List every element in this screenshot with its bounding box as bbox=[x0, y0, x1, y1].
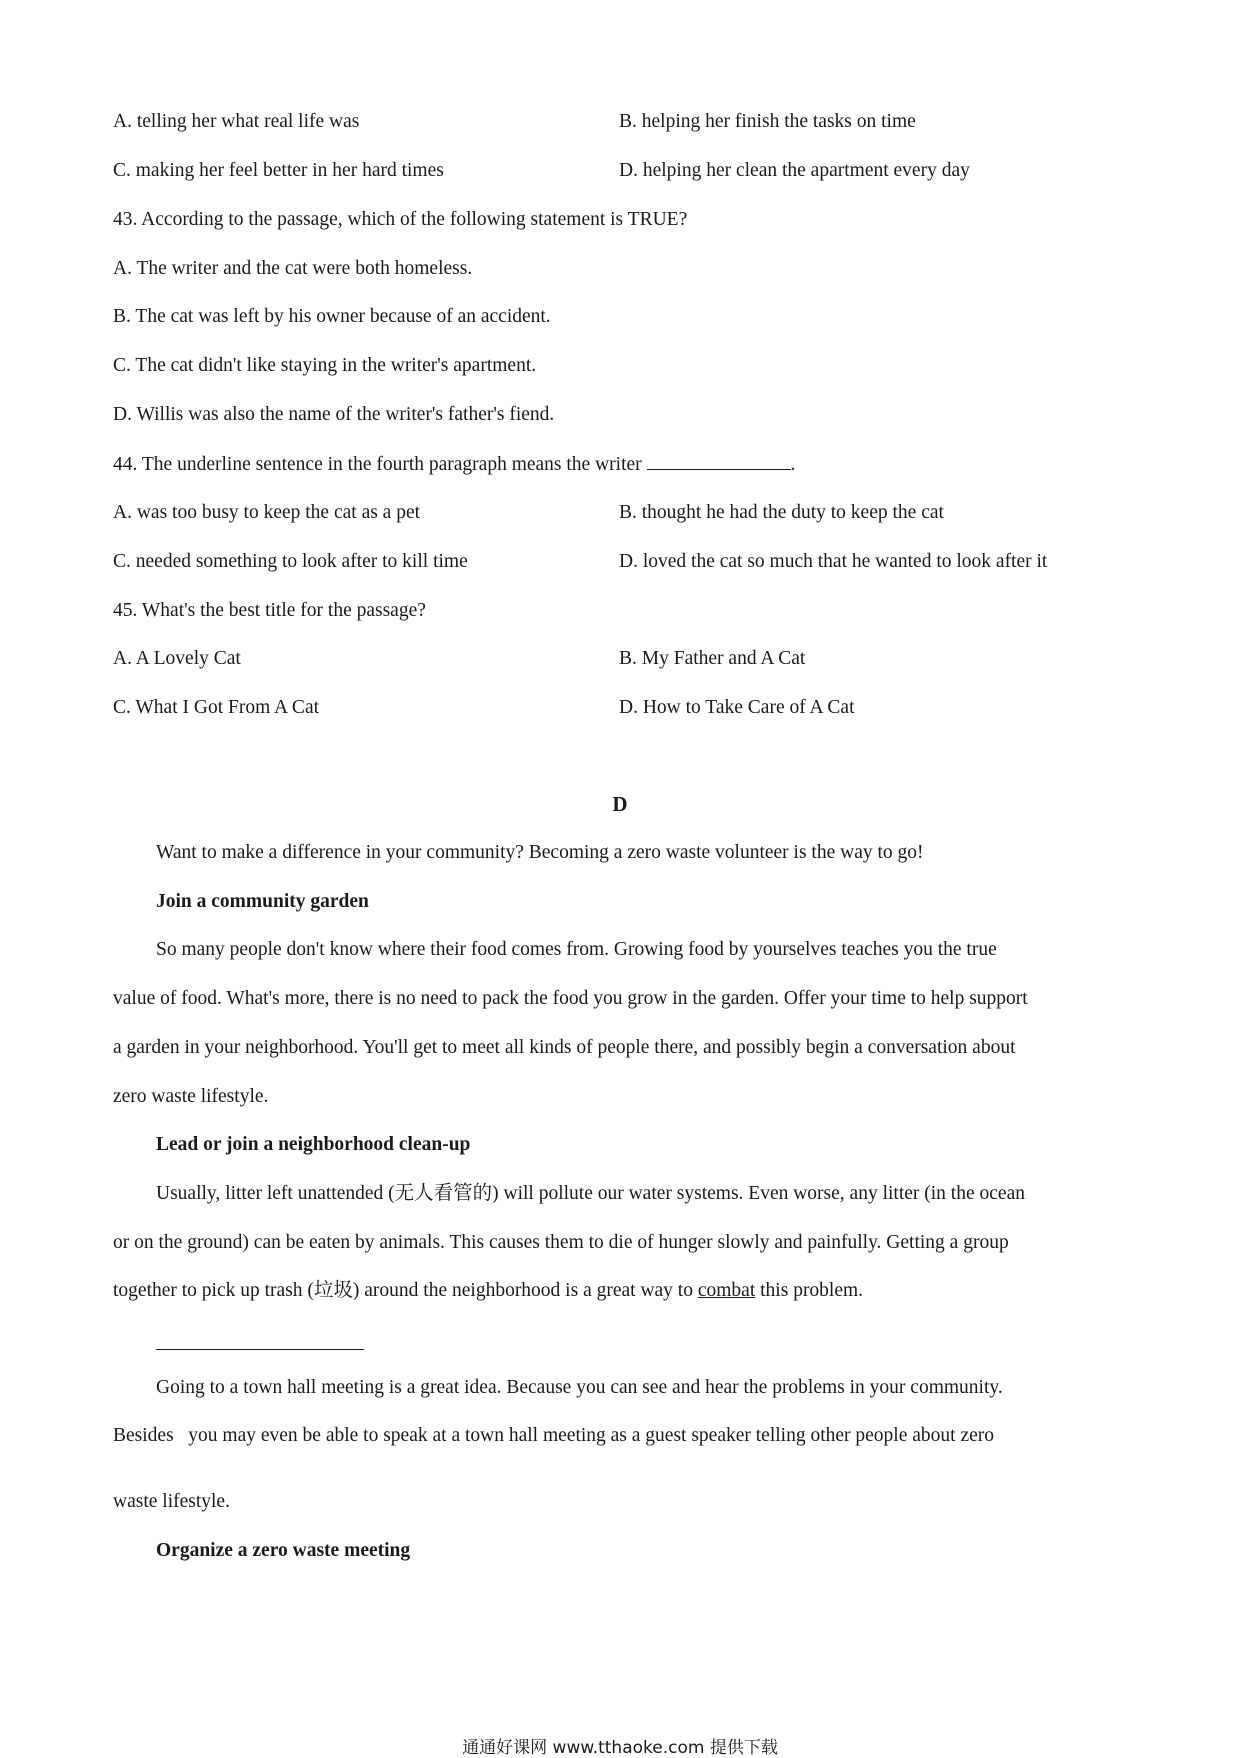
cleanup-text: together to pick up trash (垃圾) around the neighborhood is a great way to bbox=[113, 1280, 698, 1301]
meeting-line: Besides you may even be able to speak at a town hall meeting as a guest speaker telling other people about zero bbox=[113, 1425, 995, 1446]
garden-line: value of food. What's more, there is no need to pack the food you grow in the garden. Offer your time to help support bbox=[113, 988, 1028, 1009]
garden-line: a garden in your neighborhood. You'll get to meet all kinds of people there, and possibly begin a conversation about bbox=[113, 1037, 1016, 1058]
garden-line: zero waste lifestyle. bbox=[113, 1086, 269, 1107]
q42-option-c: C. making her feel better in her hard times bbox=[113, 160, 444, 181]
page-footer: 通通好课网 www.tthaoke.com 提供下载 bbox=[462, 1738, 778, 1758]
answer-blank bbox=[647, 454, 791, 470]
q42-option-a: A. telling her what real life was bbox=[113, 111, 360, 132]
garden-line: So many people don't know where their food comes from. Growing food by yourselves teaches you the true bbox=[156, 939, 997, 960]
meeting-line: Going to a town hall meeting is a great idea. Because you can see and hear the problems in your community. bbox=[156, 1377, 1003, 1398]
q42-option-b: B. helping her finish the tasks on time bbox=[619, 111, 916, 132]
q44-question: 44. The underline sentence in the fourth paragraph means the writer bbox=[113, 454, 642, 475]
cleanup-line: Usually, litter left unattended (无人看管的) will pollute our water systems. Even worse, any litter (in the ocean bbox=[156, 1183, 1025, 1204]
q43-option-a: A. The writer and the cat were both homeless. bbox=[113, 258, 473, 279]
meeting-line: waste lifestyle. bbox=[113, 1491, 230, 1512]
q43-option-c: C. The cat didn't like staying in the writer's apartment. bbox=[113, 355, 537, 376]
underlined-word: combat bbox=[697, 1280, 756, 1301]
q43-option-b: B. The cat was left by his owner because of an accident. bbox=[113, 306, 551, 327]
missing-heading-blank bbox=[156, 1349, 364, 1350]
q44-option-d: D. loved the cat so much that he wanted to look after it bbox=[619, 551, 1048, 572]
organize-heading: Organize a zero waste meeting bbox=[156, 1540, 411, 1561]
q42-option-d: D. helping her clean the apartment every day bbox=[619, 160, 970, 181]
q44-question-line bbox=[113, 454, 795, 475]
q45-option-d: D. How to Take Care of A Cat bbox=[619, 697, 855, 718]
intro-paragraph: Want to make a difference in your community? Becoming a zero waste volunteer is the way to go! bbox=[156, 842, 924, 863]
cleanup-heading: Lead or join a neighborhood clean-up bbox=[156, 1134, 471, 1155]
q44-suffix: . bbox=[790, 454, 796, 475]
q44-option-b: B. thought he had the duty to keep the cat bbox=[619, 502, 944, 523]
q44-option-a: A. was too busy to keep the cat as a pet bbox=[113, 502, 421, 523]
cleanup-line-last bbox=[113, 1281, 863, 1301]
q45-option-a: A. A Lovely Cat bbox=[113, 648, 241, 669]
cleanup-text-end: this problem. bbox=[755, 1280, 864, 1301]
q44-option-c: C. needed something to look after to kill time bbox=[113, 551, 468, 572]
garden-heading: Join a community garden bbox=[156, 891, 369, 912]
q45-option-c: C. What I Got From A Cat bbox=[113, 697, 320, 718]
q45-option-b: B. My Father and A Cat bbox=[619, 648, 806, 669]
q43-question: 43. According to the passage, which of the following statement is TRUE? bbox=[113, 209, 688, 230]
q45-question: 45. What's the best title for the passage? bbox=[113, 600, 426, 621]
q43-option-d: D. Willis was also the name of the writer's father's fiend. bbox=[113, 404, 555, 425]
cleanup-line: or on the ground) can be eaten by animals. This causes them to die of hunger slowly and painfully. Getting a group bbox=[113, 1232, 1009, 1253]
section-heading: D bbox=[612, 792, 628, 816]
